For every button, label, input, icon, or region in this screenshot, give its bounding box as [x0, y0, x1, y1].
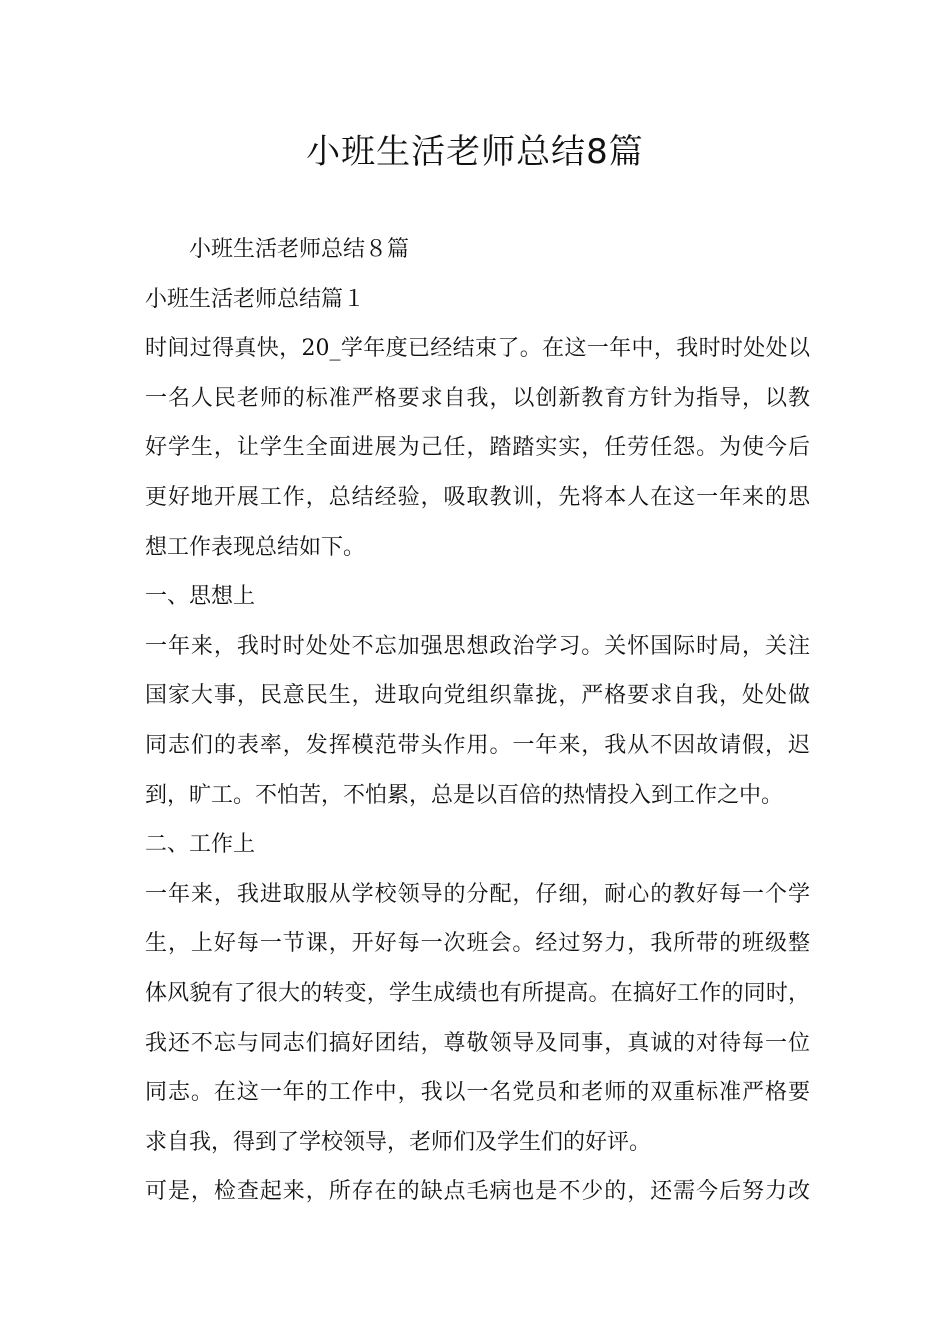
section-heading: 二、工作上 — [145, 832, 256, 858]
paragraph-line: 一名人民老师的标准严格要求自我，以创新教育方针为指导，以教 — [145, 385, 810, 411]
paragraph-line: 同志。在这一年的工作中，我以一名党员和老师的双重标准严格要 — [145, 1080, 810, 1106]
paragraph-line: 好学生，让学生全面进展为己任，踏踏实实，任劳任怨。为使今后 — [145, 435, 810, 461]
paragraph-line: 一年来，我时时处处不忘加强思想政治学习。关怀国际时局，关注 — [145, 633, 810, 659]
paragraph-line: 想工作表现总结如下。 — [145, 534, 366, 560]
paragraph-line: 生，上好每一节课，开好每一次班会。经过努力，我所带的班级整 — [145, 931, 810, 957]
paragraph-line: 可是，检查起来，所存在的缺点毛病也是不少的，还需今后努力改 — [145, 1179, 810, 1205]
paragraph-line: 求自我，得到了学校领导，老师们及学生们的好评。 — [145, 1129, 652, 1155]
paragraph-line: 体风貌有了很大的转变，学生成绩也有所提高。在搞好工作的同时， — [145, 980, 810, 1006]
section-heading: 一、思想上 — [145, 584, 256, 610]
paragraph-line: 更好地开展工作，总结经验，吸取教训，先将本人在这一年来的思 — [145, 484, 810, 510]
section-heading: 小班生活老师总结篇１ — [145, 286, 366, 312]
document-title: 小班生活老师总结8篇 — [306, 132, 644, 172]
paragraph-line: 同志们的表率，发挥模范带头作用。一年来，我从不因故请假，迟 — [145, 732, 810, 758]
paragraph-line: 我还不忘与同志们搞好团结，尊敬领导及同事，真诚的对待每一位 — [145, 1030, 810, 1056]
paragraph-line: 到，旷工。不怕苦，不怕累，总是以百倍的热情投入到工作之中。 — [145, 782, 784, 808]
paragraph-line: 一年来，我进取服从学校领导的分配，仔细，耐心的教好每一个学 — [145, 881, 810, 907]
subtitle-line: 小班生活老师总结８篇 — [189, 237, 410, 262]
paragraph-line: 时间过得真快，20_学年度已经结束了。在这一年中，我时时处处以 — [145, 336, 810, 362]
document-body — [145, 225, 810, 1217]
paragraph-line: 国家大事，民意民生，进取向党组织靠拢，严格要求自我，处处做 — [145, 683, 810, 709]
